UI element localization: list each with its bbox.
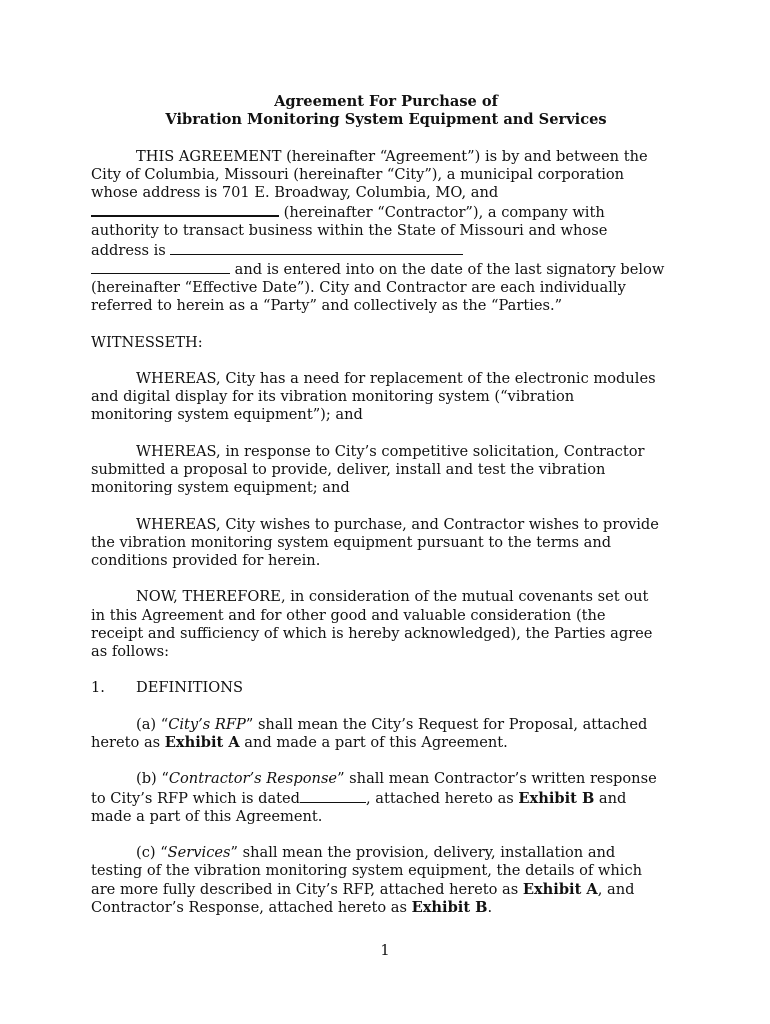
definition-text: and made a part of this Agreement.	[239, 733, 508, 751]
exhibit-reference: Exhibit A	[522, 880, 598, 898]
intro-line: referred to herein as a “Party” and collectively as the “Parties.”	[91, 297, 563, 315]
now-therefore-line: NOW, THEREFORE, in consideration of the mutual covenants set out	[136, 588, 649, 606]
now-therefore-line: receipt and sufficiency of which is hereby acknowledged), the Parties agree	[91, 624, 653, 642]
definition-text: hereto as	[91, 733, 165, 751]
exhibit-reference: Exhibit B	[518, 789, 595, 807]
definition-text: , attached hereto as	[366, 789, 519, 807]
section-title: DEFINITIONS	[136, 679, 244, 697]
whereas-line: monitoring system equipment”); and	[91, 406, 363, 424]
definition-line: made a part of this Agreement.	[91, 807, 323, 825]
definition-text: ” shall mean Contractor’s written response	[337, 770, 657, 788]
definition-text: ” shall mean the City’s Request for Proposal, attached	[245, 715, 648, 733]
definition-line: testing of the vibration monitoring system equipment, the details of which	[91, 862, 643, 880]
contractor-address-blank-2[interactable]	[91, 260, 230, 274]
definition-text: to City’s RFP which is dated	[91, 789, 301, 807]
contractor-name-blank[interactable]	[91, 202, 279, 217]
definition-text: (c) “	[136, 844, 168, 862]
contractor-address-blank[interactable]	[170, 241, 463, 255]
intro-line	[91, 241, 681, 260]
definition-text: .	[487, 898, 493, 916]
defined-term: City’s RFP	[168, 715, 246, 733]
now-therefore-line: as follows:	[91, 643, 170, 660]
definition-line	[91, 789, 681, 808]
whereas-paragraph	[91, 516, 681, 571]
whereas-line: WHEREAS, City has a need for replacement of the electronic modules	[136, 370, 656, 387]
document-title-line-2: Vibration Monitoring System Equipment and Services	[165, 111, 607, 129]
definition-line	[91, 899, 681, 917]
intro-line-text: (hereinafter “Contractor”), a company with	[279, 204, 605, 222]
intro-line-text: address is	[91, 241, 171, 259]
intro-line: whose address is 701 E. Broadway, Columbia, MO, and	[91, 184, 499, 201]
exhibit-reference: Exhibit A	[164, 733, 240, 751]
definition-text: Contractor’s Response, attached hereto as	[91, 898, 412, 916]
whereas-line: submitted a proposal to provide, deliver, install and test the vibration	[91, 461, 606, 478]
defined-term: Services	[167, 844, 231, 862]
whereas-line: and digital display for its vibration monitoring system (“vibration	[91, 388, 575, 406]
whereas-line: conditions provided for herein.	[91, 552, 321, 569]
defined-term: Contractor’s Response	[168, 770, 338, 788]
definition-line	[91, 734, 681, 752]
whereas-line: WHEREAS, in response to City’s competitive solicitation, Contractor	[136, 442, 645, 460]
intro-paragraph	[91, 148, 681, 316]
intro-line: (hereinafter “Effective Date”). City and Contractor are each individually	[91, 279, 626, 297]
definition-a	[91, 716, 681, 752]
definition-text: (a) “	[136, 715, 169, 733]
whereas-line: monitoring system equipment; and	[91, 479, 350, 497]
intro-line: authority to transact business within the State of Missouri and whose	[91, 222, 608, 240]
intro-line	[91, 202, 681, 222]
witnesseth-heading: WITNESSETH:	[91, 333, 203, 351]
whereas-paragraph	[91, 443, 681, 498]
definition-text: are more fully described in City’s RFP, attached hereto as	[91, 880, 523, 898]
intro-line: City of Columbia, Missouri (hereinafter “City”), a municipal corporation	[91, 165, 625, 183]
definition-line	[91, 770, 681, 788]
page-number: 1	[380, 942, 390, 959]
definition-text: and	[594, 789, 627, 807]
intro-line: THIS AGREEMENT (hereinafter “Agreement”) is by and between the	[136, 147, 648, 165]
response-date-blank[interactable]	[300, 789, 366, 803]
definition-line	[91, 881, 681, 899]
intro-line	[91, 260, 681, 279]
whereas-line: the vibration monitoring system equipment pursuant to the terms and	[91, 533, 612, 551]
exhibit-reference: Exhibit B	[411, 898, 488, 916]
now-therefore-paragraph	[91, 588, 681, 661]
definition-c	[91, 844, 681, 917]
section-heading	[91, 679, 681, 697]
document-page	[91, 93, 681, 917]
definition-b	[91, 770, 681, 826]
now-therefore-line: in this Agreement and for other good and valuable consideration (the	[91, 606, 606, 624]
definition-text: (b) “	[136, 770, 169, 788]
whereas-paragraph	[91, 370, 681, 425]
definition-text: ” shall mean the provision, delivery, installation and	[230, 844, 616, 862]
section-number: 1.	[91, 679, 105, 697]
definition-line	[91, 716, 681, 734]
document-title-line-1: Agreement For Purchase of	[274, 93, 498, 110]
definition-text: , and	[597, 880, 635, 898]
whereas-line: WHEREAS, City wishes to purchase, and Contractor wishes to provide	[136, 515, 659, 533]
definition-line	[91, 844, 681, 862]
intro-line-text: and is entered into on the date of the last signatory below	[230, 260, 665, 278]
